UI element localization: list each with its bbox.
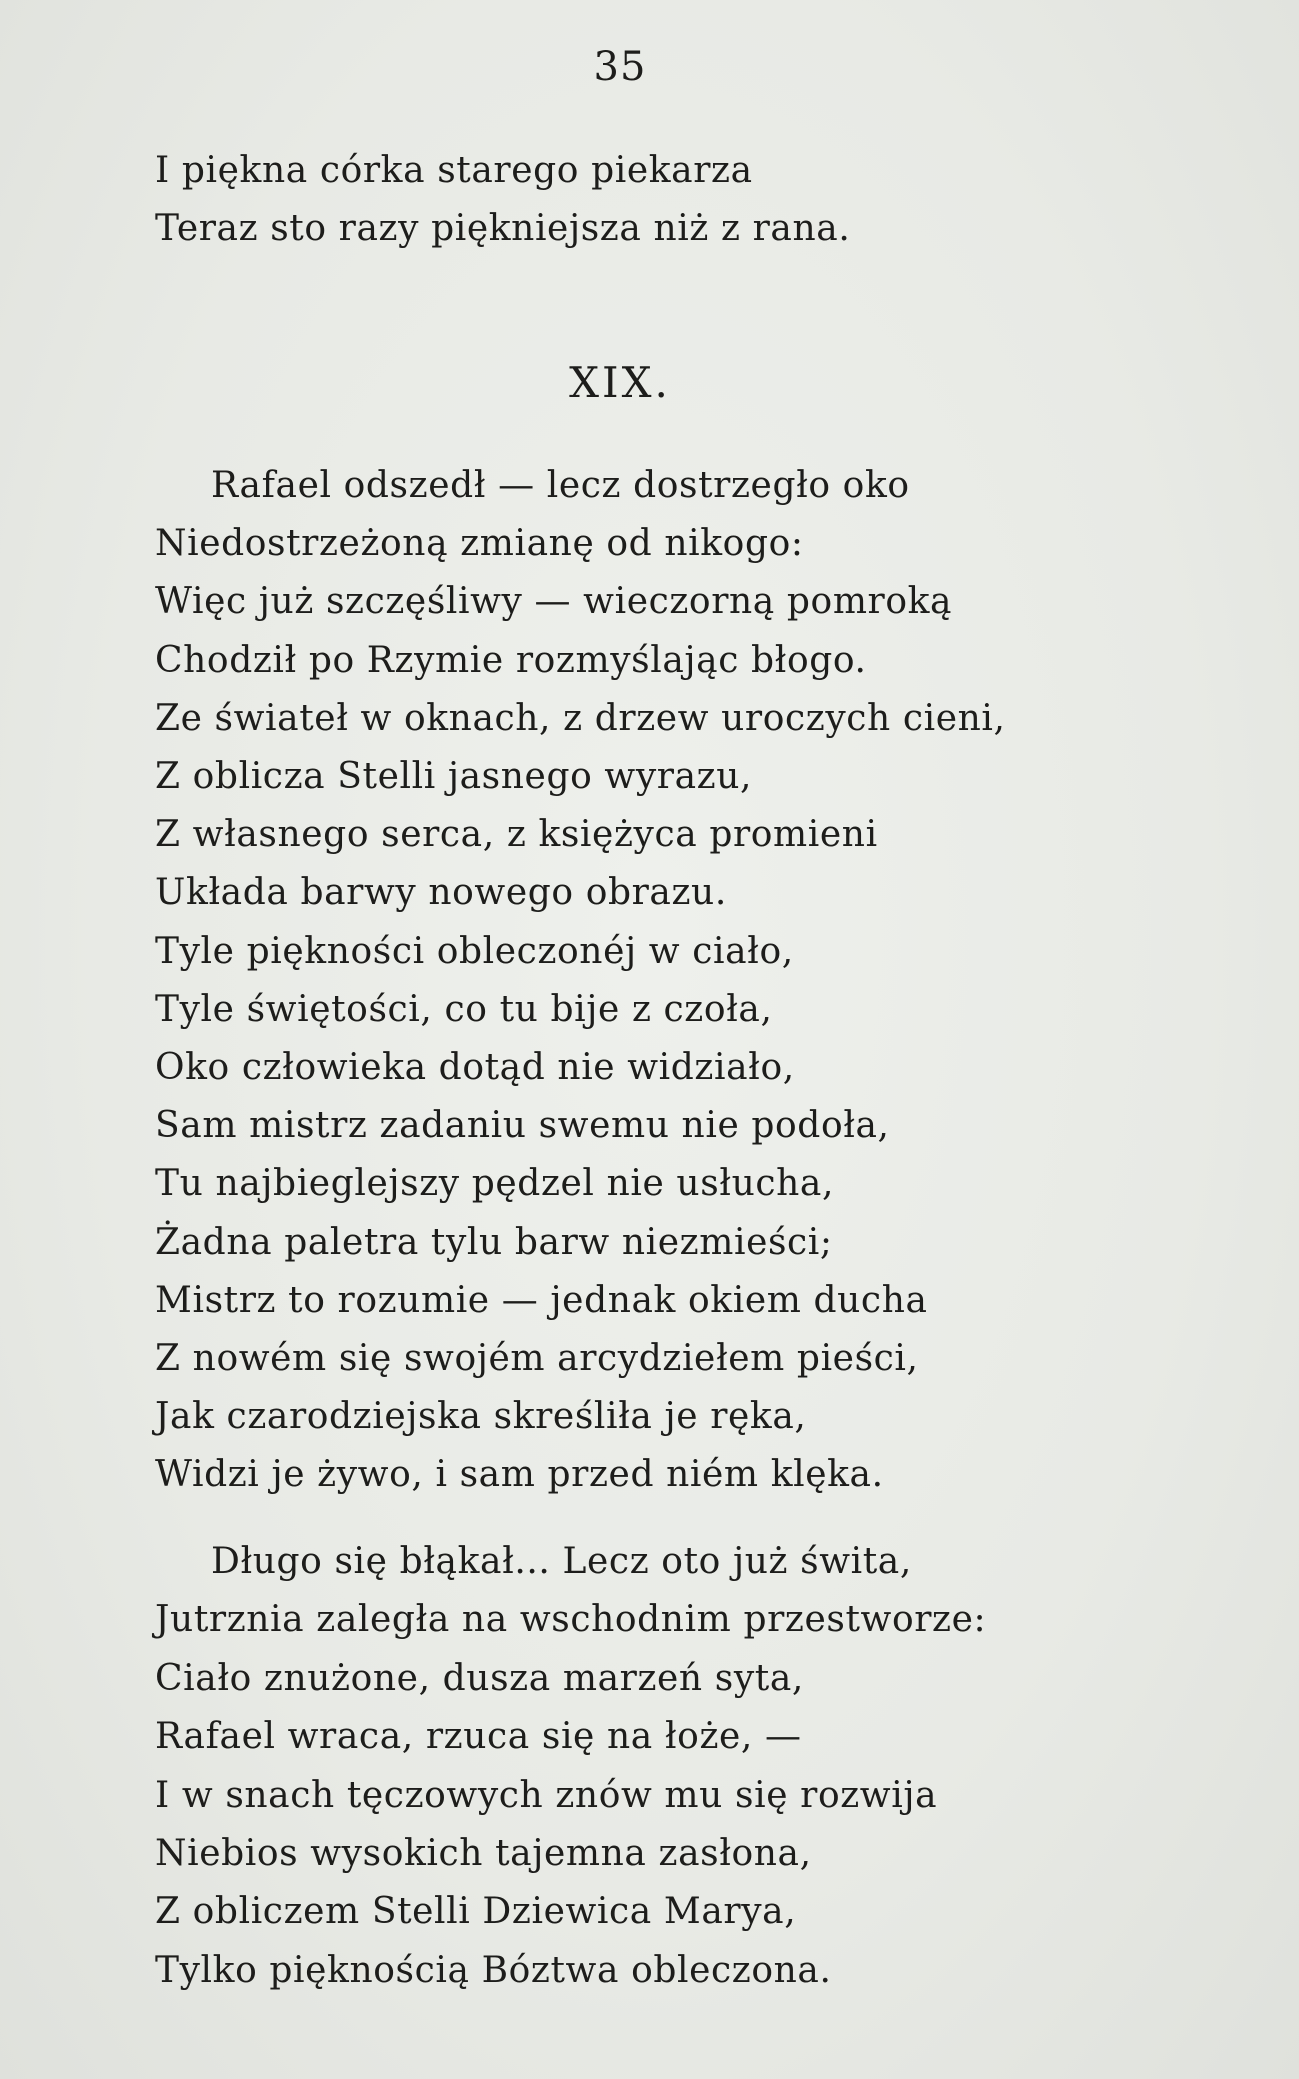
verse-line: Tyle piękności obleczonéj w ciało,	[155, 930, 794, 972]
verse-line: Rafael wraca, rzuca się na łoże, —	[155, 1716, 802, 1758]
verse-line: Długo się błąkał... Lecz oto już świta,	[211, 1541, 912, 1582]
verse-line: Z obliczem Stelli Dziewica Marya,	[155, 1891, 797, 1933]
verse-line: Więc już szczęśliwy — wieczorną pomroką	[155, 581, 953, 623]
section-numeral: XIX.	[569, 358, 671, 407]
verse-line: Mistrz to rozumie — jednak okiem ducha	[155, 1279, 928, 1321]
verse-line: Układa barwy nowego obrazu.	[155, 872, 727, 914]
verse-line: Teraz sto razy piękniejsza niż z rana.	[155, 208, 851, 249]
stanza-two	[155, 1533, 986, 2000]
verse-line: Tylko pięknością Bóztwa obleczona.	[155, 1949, 832, 1991]
verse-line: Widzi je żywo, i sam przed niém klęka.	[155, 1454, 884, 1496]
verse-line: Ciało znużone, dusza marzeń syta,	[155, 1657, 804, 1699]
verse-line: Rafael odszedł — lecz dostrzegło oko	[211, 465, 910, 506]
verse-line: Jutrznia zaległa na wschodnim przestworze:	[155, 1599, 987, 1641]
opening-lines	[155, 142, 850, 258]
verse-line: I piękna córka starego piekarza	[155, 150, 753, 191]
verse-line: Niedostrzeżoną zmianę od nikogo:	[155, 523, 804, 565]
verse-line: Z nowém się swojém arcydziełem pieści,	[155, 1338, 919, 1380]
verse-line: Oko człowieka dotąd nie widziało,	[155, 1047, 795, 1089]
verse-line: Chodził po Rzymie rozmyślając błogo.	[155, 639, 867, 681]
page-number: 35	[593, 44, 647, 90]
stanza-one	[155, 457, 1006, 1505]
verse-line: Jak czarodziejska skreśliła je ręka,	[155, 1396, 807, 1438]
verse-line: Ze świateł w oknach, z drzew uroczych cieni,	[155, 697, 1006, 739]
verse-line: Niebios wysokich tajemna zasłona,	[155, 1833, 812, 1875]
verse-line: Tyle świętości, co tu bije z czoła,	[155, 988, 773, 1030]
verse-line: I w snach tęczowych znów mu się rozwija	[155, 1774, 938, 1816]
verse-line: Z oblicza Stelli jasnego wyrazu,	[155, 756, 753, 798]
verse-line: Tu najbieglejszy pędzel nie usłucha,	[155, 1163, 835, 1205]
verse-line: Sam mistrz zadaniu swemu nie podoła,	[155, 1105, 890, 1147]
verse-line: Żadna paletra tylu barw niezmieści;	[155, 1221, 833, 1263]
verse-line: Z własnego serca, z księżyca promieni	[155, 814, 878, 856]
